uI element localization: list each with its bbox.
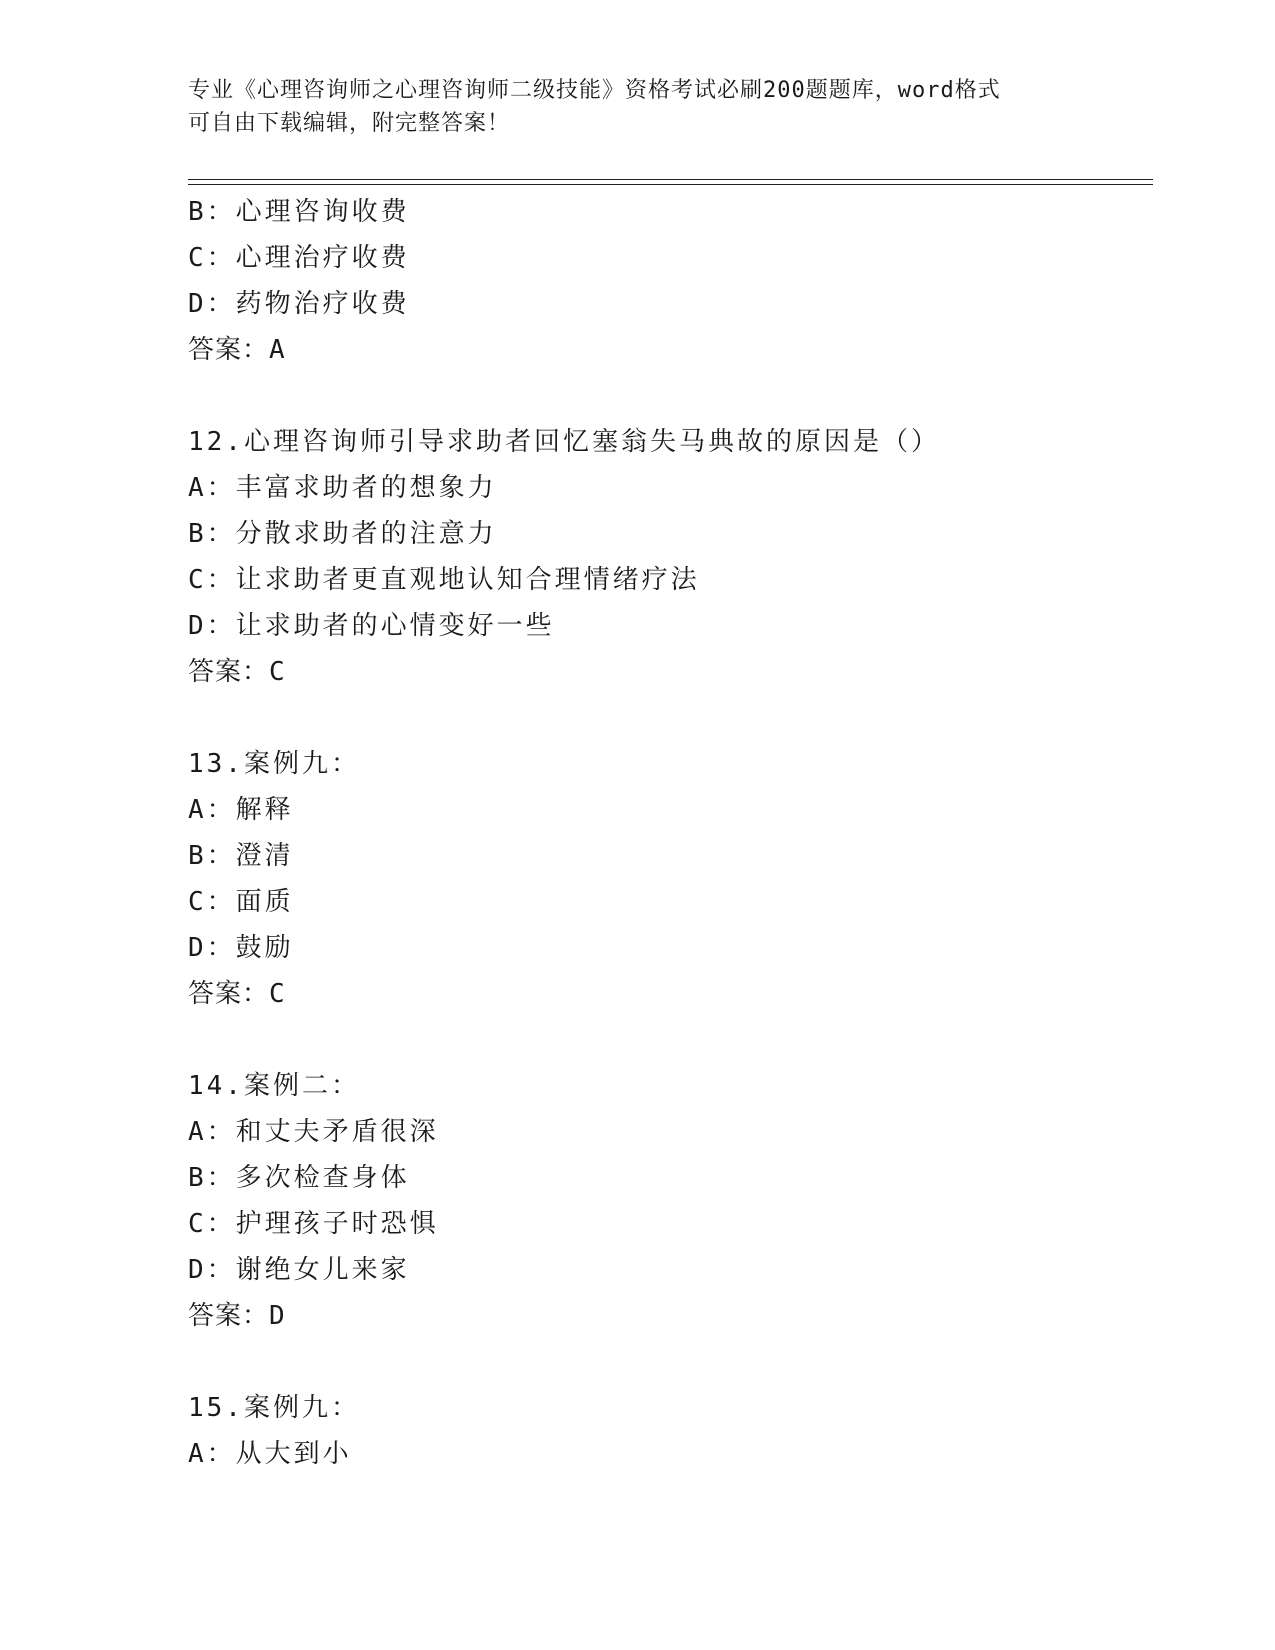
question-stem: 13.案例九： xyxy=(188,749,360,779)
option-b: B：心理咨询收费 xyxy=(188,197,410,227)
option-a: A：从大到小 xyxy=(188,1439,352,1469)
answer-value: C xyxy=(269,657,288,687)
question-stem: 15.案例九： xyxy=(188,1393,360,1423)
question-11 xyxy=(188,189,1148,373)
question-stem: 14.案例二： xyxy=(188,1071,360,1101)
question-15 xyxy=(188,1385,1148,1477)
answer-label: 答案： xyxy=(188,1301,270,1331)
answer-line xyxy=(188,327,1148,373)
answer-line xyxy=(188,649,1148,695)
option-b: B：多次检查身体 xyxy=(188,1163,410,1193)
document-header xyxy=(188,74,1088,140)
question-14 xyxy=(188,1063,1148,1339)
header-rule-bottom xyxy=(188,184,1153,185)
option-a: A：和丈夫矛盾很深 xyxy=(188,1117,439,1147)
answer-value: C xyxy=(269,979,288,1009)
header-rule-top xyxy=(188,179,1153,180)
option-d: D：谢绝女儿来家 xyxy=(188,1255,410,1285)
answer-line xyxy=(188,1293,1148,1339)
option-a: A：解释 xyxy=(188,795,294,825)
question-12 xyxy=(188,419,1148,695)
option-c: C：护理孩子时恐惧 xyxy=(188,1209,439,1239)
header-line-1: 专业《心理咨询师之心理咨询师二级技能》资格考试必刷200题题库，word格式 xyxy=(188,78,1001,103)
question-13 xyxy=(188,741,1148,1017)
question-stem: 12.心理咨询师引导求助者回忆塞翁失马典故的原因是（） xyxy=(188,427,940,457)
answer-label: 答案： xyxy=(188,335,270,365)
question-list xyxy=(188,189,1148,1477)
answer-label: 答案： xyxy=(188,979,270,1009)
spacer xyxy=(188,373,1148,419)
spacer xyxy=(188,695,1148,741)
option-c: C：面质 xyxy=(188,887,294,917)
option-d: D：鼓励 xyxy=(188,933,294,963)
answer-value: D xyxy=(269,1301,288,1331)
answer-line xyxy=(188,971,1148,1017)
spacer xyxy=(188,1339,1148,1385)
option-c: C：让求助者更直观地认知合理情绪疗法 xyxy=(188,565,700,595)
header-line-2: 可自由下载编辑，附完整答案！ xyxy=(188,111,511,136)
option-b: B：分散求助者的注意力 xyxy=(188,519,497,549)
spacer xyxy=(188,1017,1148,1063)
option-c: C：心理治疗收费 xyxy=(188,243,410,273)
answer-label: 答案： xyxy=(188,657,270,687)
option-d: D：药物治疗收费 xyxy=(188,289,410,319)
option-a: A：丰富求助者的想象力 xyxy=(188,473,497,503)
option-d: D：让求助者的心情变好一些 xyxy=(188,611,555,641)
answer-value: A xyxy=(269,335,288,365)
option-b: B：澄清 xyxy=(188,841,294,871)
